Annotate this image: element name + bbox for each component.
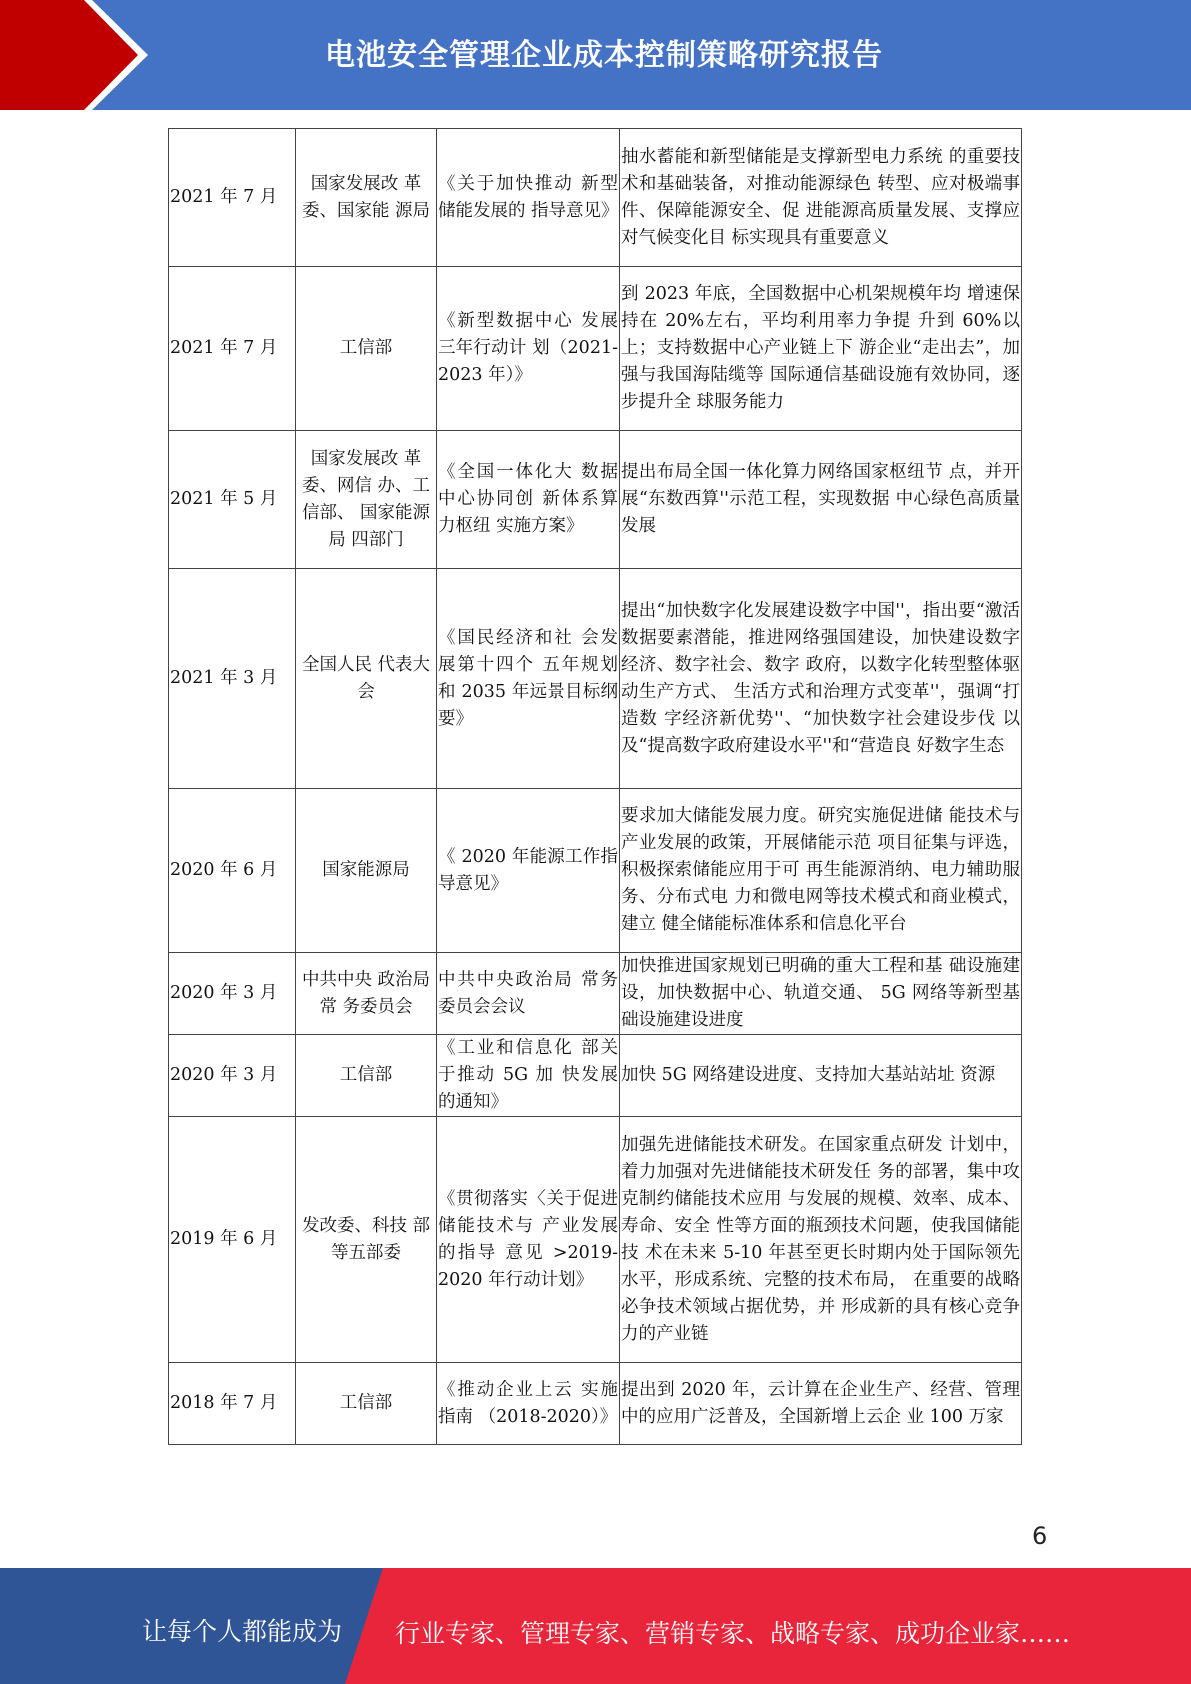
row-summary: 抽水蓄能和新型储能是支撑新型电力系统 的重要技术和基础装备，对推动能源绿色 转型、应对极端事件、保障能源安全、促 进能源高质量发展、支撑应对气候变化目 标实现具有重要意义 [620,129,1022,267]
row-document: 《关于加快推动 新型储能发展的 指导意见》 [437,129,620,267]
row-document: 《国民经济和社 会发展第十四个 五年规划和 2035 年远景目标纲要》 [437,569,620,789]
row-department: 国家发展改 革委、网信 办、工信部、 国家能源局 四部门 [296,431,437,569]
row-date: 2018 年 7 月 [169,1363,296,1445]
row-summary: 提出“加快数字化发展建设数字中国''，指出要“激活数据要素潜能，推进网络强国建设，加快建设数字经济、数字社会、数字 政府，以数字化转型整体驱动生产方式、 生活方式和治理方式变革''，强调“打造数 字经济新优势''、“加快数字社会建设步伐 以及“提高数字政府建设水平''和“营造良 好数字生态 [620,569,1022,789]
footer-slogan-right: 行业专家、管理专家、营销专家、战略专家、成功企业家…… [395,1619,1071,1648]
row-document: 《工业和信息化 部关于推动 5G 加 快发展的通知》 [437,1035,620,1117]
table-row [169,1035,1022,1117]
row-document: 《新型数据中心 发展三年行动计 划（2021-2023 年）》 [437,267,620,431]
table-row [169,129,1022,267]
row-summary: 提出布局全国一体化算力网络国家枢纽节 点，并开展“东数西算''示范工程，实现数据 中心绿色高质量发展 [620,431,1022,569]
row-document: 中共中央政治局 常务委员会会议 [437,953,620,1035]
row-department: 国家能源局 [296,789,437,953]
row-summary: 加快 5G 网络建设进度、支持加大基站站址 资源 [620,1035,1022,1117]
row-date: 2020 年 6 月 [169,789,296,953]
row-date: 2020 年 3 月 [169,1035,296,1117]
header-arrow-icon [0,0,150,110]
page-footer [0,1568,1191,1684]
row-department: 发改委、科技 部等五部委 [296,1117,437,1363]
row-department: 工信部 [296,267,437,431]
row-summary: 加快推进国家规划已明确的重大工程和基 础设施建设，加快数据中心、轨道交通、 5G 网络等新型基础设施建设进度 [620,953,1022,1035]
row-summary: 加强先进储能技术研发。在国家重点研发 计划中，着力加强对先进储能技术研发任 务的部署，集中攻克制约储能技术应用 与发展的规模、效率、成本、寿命、安全 性等方面的瓶颈技术问题，使我国储能技 术在未来 5-10 年甚至更长时期内处于国际领先水平，形成系统、完整的技术布局， 在重要的战略必争技术领域占据优势，并 形成新的具有核心竞争力的产业链 [620,1117,1022,1363]
row-department: 中共中央 政治局常 务委员会 [296,953,437,1035]
table-row [169,1363,1022,1445]
row-date: 2019 年 6 月 [169,1117,296,1363]
table-row [169,953,1022,1035]
row-summary: 到 2023 年底，全国数据中心机架规模年均 增速保持在 20%左右，平均利用率力争提 升到 60%以上；支持数据中心产业链上下 游企业“走出去”，加强与我国海陆缆等 国际通信基础设施有效协同，逐步提升全 球服务能力 [620,267,1022,431]
policy-table [168,128,1022,1445]
page-header [0,0,1191,110]
row-date: 2021 年 7 月 [169,129,296,267]
table-row [169,789,1022,953]
row-document: 《贯彻落实〈关于促进储能技术与 产业发展的指导 意见 >2019-2020 年行动计划》 [437,1117,620,1363]
row-department: 工信部 [296,1035,437,1117]
page-number: 6 [1032,1522,1048,1550]
report-title: 电池安全管理企业成本控制策略研究报告 [325,38,883,73]
footer-slogan-left: 让每个人都能成为 [142,1617,343,1646]
row-document: 《全国一体化大 数据中心协同创 新体系算力枢纽 实施方案》 [437,431,620,569]
row-date: 2021 年 7 月 [169,267,296,431]
row-department: 国家发展改 革委、国家能 源局 [296,129,437,267]
row-department: 全国人民 代表大会 [296,569,437,789]
table-row [169,431,1022,569]
row-date: 2020 年 3 月 [169,953,296,1035]
row-date: 2021 年 3 月 [169,569,296,789]
row-summary: 要求加大储能发展力度。研究实施促进储 能技术与产业发展的政策，开展储能示范 项目征集与评选，积极探索储能应用于可 再生能源消纳、电力辅助服务、分布式电 力和微电网等技术模式和商业模式，建立 健全储能标准体系和信息化平台 [620,789,1022,953]
row-document: 《推动企业上云 实施指南 （2018-2020）》 [437,1363,620,1445]
row-department: 工信部 [296,1363,437,1445]
table-row [169,569,1022,789]
table-row [169,1117,1022,1363]
table-row [169,267,1022,431]
row-document: 《 2020 年能源工作指导意见》 [437,789,620,953]
row-date: 2021 年 5 月 [169,431,296,569]
row-summary: 提出到 2020 年，云计算在企业生产、经营、管理中的应用广泛普及，全国新增上云企 业 100 万家 [620,1363,1022,1445]
